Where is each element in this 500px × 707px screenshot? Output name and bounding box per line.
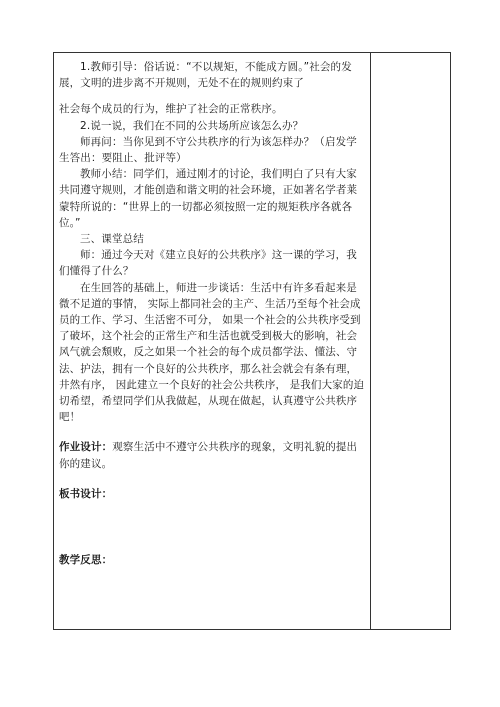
lesson-content-cell [59,59,366,568]
discussion-question: 2.说一说，我们在不同的公共场所应该怎么办？ [80,119,304,132]
homework-text: 观察生活中不遵守公共秩序的现象，文明礼貌的提出你的建议。 [59,441,358,470]
lesson-plan-table [53,52,451,630]
homework-block [59,439,366,471]
homework-label: 作业设计： [59,441,113,454]
column-divider [370,53,371,629]
section-heading-summary: 三、课堂总结 [80,233,144,246]
order-paragraph: 社会每个成员的行为，维护了社会的正常秩序。 [59,103,283,116]
teacher-guidance-paragraph: 1.教师引导：俗话说：“不以规矩，不能成方圆。”社会的发展，文明的进步离不开规则，无处不在的规则约束了 [59,61,352,90]
summary-paragraph: 在生回答的基础上，师进一步谈话：生活中有许多看起来是微不足道的事情， 实际上都同社会的主产、生活乃至每个社会成员的工作、学习、生活密不可分， 如果一个社会的公共秩序受到了破坏，这个社会的正常生产和生活也就受到极大的影响，社会风气就会颓败，反之如果一个社会的每个成员都学法、懂法、守法、护法，拥有一个良好的公共秩序，那么社会就会有条有理，井然有序， 因此建立一个良好的社会公共秩序， 是我们大家的迫切希望，希望同学们从我做起，从现在做起，认真遵守公共秩序吧！ [59,281,365,424]
teaching-reflection-label: 教学反思： [59,554,113,567]
teacher-question: 师再问：当你见到不守公共秩序的行为该怎样办？（启发学生答出：要阻止、批评等） [59,135,357,165]
board-design-label: 板书设计： [59,487,113,500]
summary-question: 师：通过今天对《建立良好的公共秩序》这一课的学习，我们懂得了什么？ [59,249,357,278]
teacher-summary: 教师小结：同学们，通过刚才的讨论，我们明白了只有大家共同遵守规则，才能创造和谐文明的社会环境，正如著名学者莱蒙特所说的：“世界上的一切都必须按照一定的规矩秩序各就各位。” [59,168,358,229]
